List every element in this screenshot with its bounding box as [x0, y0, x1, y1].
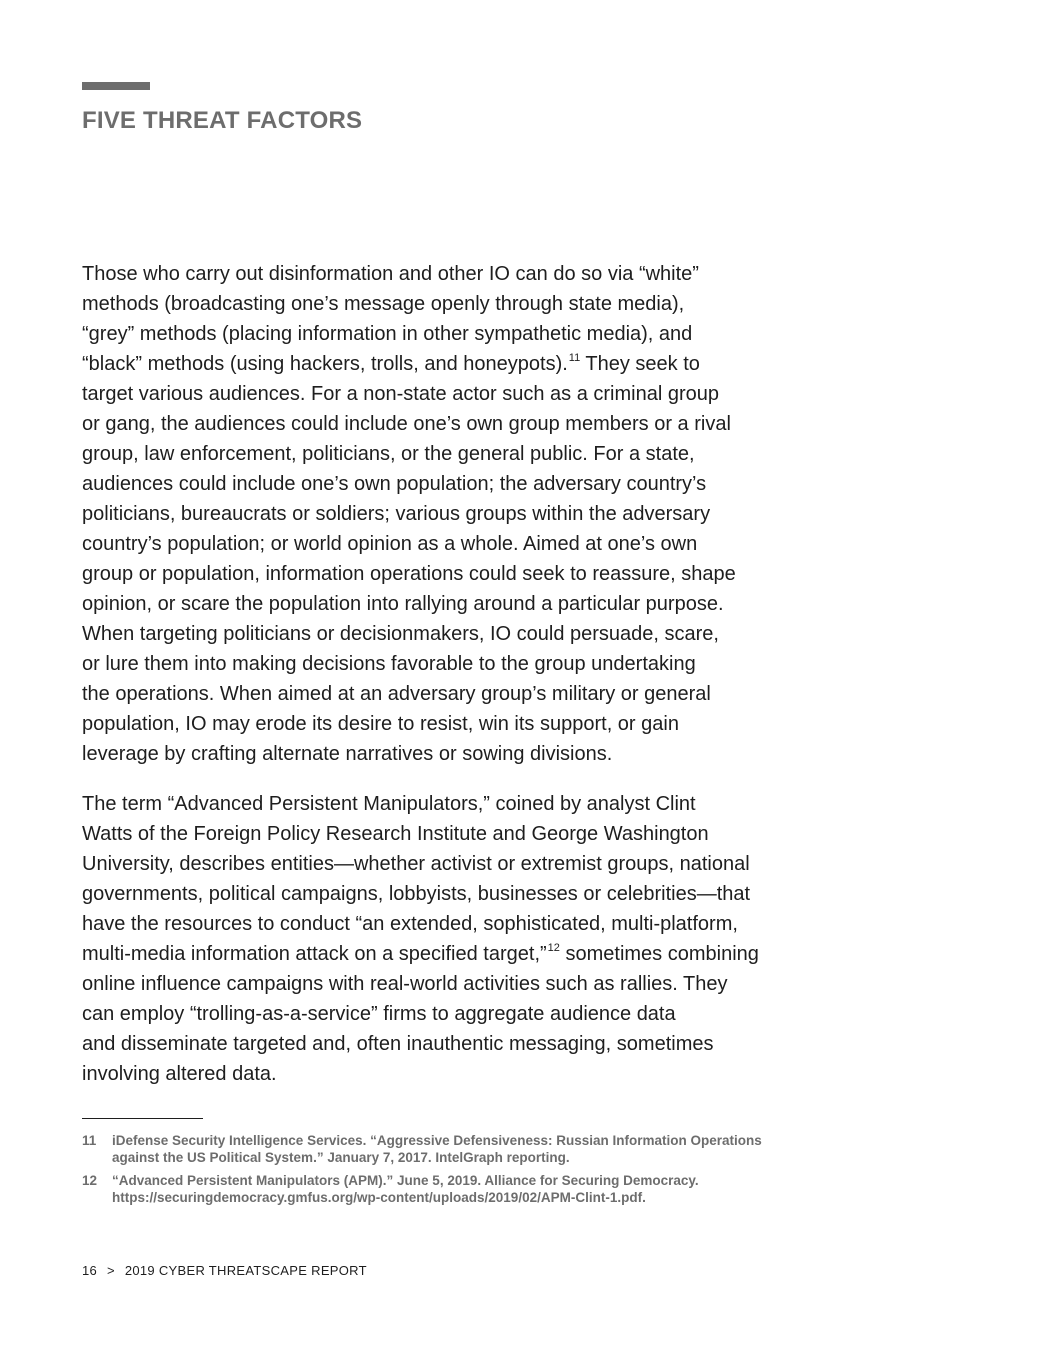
line-text-after-ref: They seek to	[580, 353, 700, 375]
paragraph-line: country’s population; or world opinion as a whole. Aimed at one’s own	[82, 533, 698, 555]
paragraph-line: audiences could include one’s own population; the adversary country’s	[82, 473, 707, 495]
paragraph-line: politicians, bureaucrats or soldiers; various groups within the adversary	[82, 503, 711, 525]
body-text	[82, 259, 832, 1109]
footnote-line: “Advanced Persistent Manipulators (APM).” June 5, 2019. Alliance for Securing Democracy.	[112, 1173, 699, 1188]
paragraph-line: have the resources to conduct “an extended, sophisticated, multi-platform,	[82, 913, 738, 935]
section-title: FIVE THREAT FACTORS	[82, 107, 363, 134]
line-text-after-ref: sometimes combining	[559, 943, 759, 965]
paragraph-line: “grey” methods (placing information in other sympathetic media), and	[82, 323, 693, 345]
paragraph-line	[82, 349, 832, 379]
paragraph-line: leverage by crafting alternate narratives or sowing divisions.	[82, 743, 613, 765]
footnote-text	[112, 1172, 842, 1206]
paragraph-line: population, IO may erode its desire to resist, win its support, or gain	[82, 713, 679, 735]
paragraph-line: opinion, or scare the population into rallying around a particular purpose.	[82, 593, 724, 615]
footer-separator: >	[106, 1263, 115, 1278]
paragraph-line: target various audiences. For a non-state actor such as a criminal group	[82, 383, 719, 405]
paragraph-line: online influence campaigns with real-world activities such as rallies. They	[82, 973, 728, 995]
page-number: 16	[82, 1263, 98, 1278]
footnote-link[interactable]: https://securingdemocracy.gmfus.org/wp-content/uploads/2019/02/APM-Clint-1.pdf.	[112, 1190, 646, 1205]
footnote-number: 11	[82, 1133, 97, 1148]
title-accent-bar	[82, 82, 150, 90]
line-text: multi-media information attack on a specified target,”	[82, 943, 547, 965]
paragraph-line: the operations. When aimed at an adversary group’s military or general	[82, 683, 711, 705]
footnote-ref-12[interactable]: 12	[547, 942, 560, 955]
paragraph-line: group or population, information operations could seek to reassure, shape	[82, 563, 736, 585]
paragraph-line: governments, political campaigns, lobbyists, businesses or celebrities—that	[82, 883, 751, 905]
paragraph-line: and disseminate targeted and, often inauthentic messaging, sometimes	[82, 1033, 714, 1055]
paragraph-line: University, describes entities—whether activist or extremist groups, national	[82, 853, 750, 875]
footnote-number: 12	[82, 1173, 98, 1188]
page-footer	[82, 1263, 373, 1278]
footnote-text	[112, 1132, 842, 1166]
paragraph-line: or gang, the audiences could include one’s own group members or a rival	[82, 413, 731, 435]
line-text: “black” methods (using hackers, trolls, and honeypots).	[82, 353, 568, 375]
footnote-11	[82, 1132, 842, 1166]
paragraph-line: group, law enforcement, politicians, or the general public. For a state,	[82, 443, 695, 465]
footnote-line: against the US Political System.” January 7, 2017. IntelGraph reporting.	[112, 1150, 570, 1165]
paragraph-1	[82, 259, 832, 769]
footnote-line: iDefense Security Intelligence Services. “Aggressive Defensiveness: Russian Information Operations	[112, 1133, 762, 1148]
paragraph-line: methods (broadcasting one’s message openly through state media),	[82, 293, 685, 315]
paragraph-line: can employ “trolling-as-a-service” firms to aggregate audience data	[82, 1003, 676, 1025]
footnote-12	[82, 1172, 842, 1206]
footnotes	[82, 1132, 842, 1212]
paragraph-line: Those who carry out disinformation and other IO can do so via “white”	[82, 263, 699, 285]
paragraph-line: involving altered data.	[82, 1063, 277, 1085]
footnote-ref-11[interactable]: 11	[568, 352, 581, 365]
paragraph-line: Watts of the Foreign Policy Research Institute and George Washington	[82, 823, 709, 845]
paragraph-2	[82, 789, 832, 1089]
paragraph-line: When targeting politicians or decisionmakers, IO could persuade, scare,	[82, 623, 719, 645]
paragraph-line	[82, 939, 832, 969]
paragraph-line: The term “Advanced Persistent Manipulators,” coined by analyst Clint	[82, 793, 696, 815]
report-title: 2019 CYBER THREATSCAPE REPORT	[124, 1263, 367, 1278]
footnote-divider	[82, 1118, 203, 1119]
paragraph-line: or lure them into making decisions favorable to the group undertaking	[82, 653, 696, 675]
